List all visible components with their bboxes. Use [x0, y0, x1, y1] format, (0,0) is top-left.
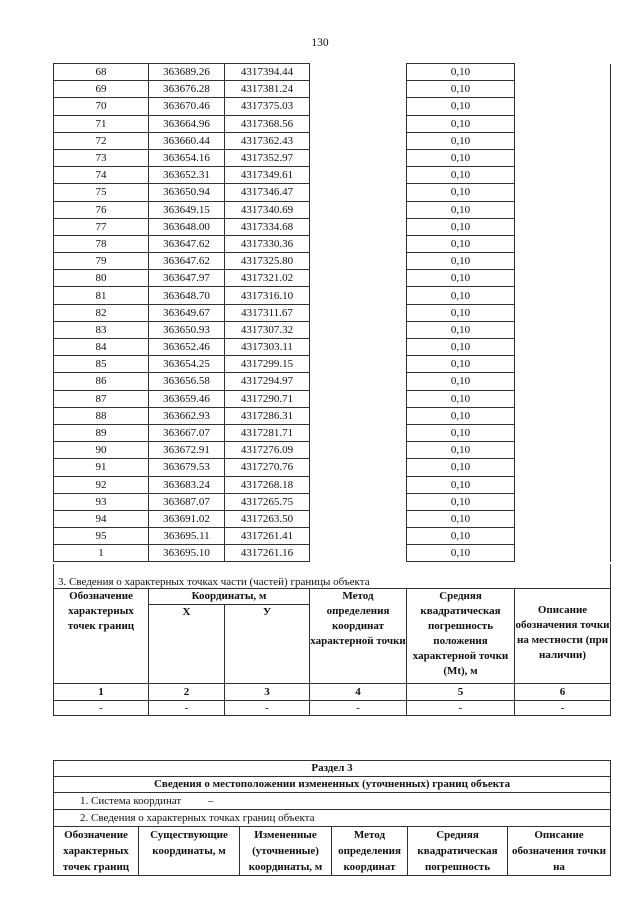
description-cell: [515, 339, 611, 356]
point-number: 85: [54, 356, 149, 373]
accuracy-value: 0,10: [407, 442, 515, 459]
accuracy-value: 0,10: [407, 476, 515, 493]
coord-y: 4317330.36: [225, 235, 310, 252]
point-number: 70: [54, 98, 149, 115]
s3-header-method: Метод определения координат: [332, 827, 408, 876]
description-cell: [515, 167, 611, 184]
coord-y: 4317346.47: [225, 184, 310, 201]
method-cell: [310, 132, 407, 149]
table-row: [54, 235, 611, 252]
coord-y: 4317375.03: [225, 98, 310, 115]
coord-x: 363648.00: [149, 218, 225, 235]
coord-x: 363691.02: [149, 510, 225, 527]
table-row: [54, 356, 611, 373]
description-cell: [515, 528, 611, 545]
table-row: [54, 253, 611, 270]
method-cell: [310, 115, 407, 132]
table-row: [54, 424, 611, 441]
s3-header-description: Описание обозначения точки на: [508, 827, 611, 876]
coord-x: 363676.28: [149, 81, 225, 98]
coord-x: 363647.97: [149, 270, 225, 287]
table-row: [54, 149, 611, 166]
coord-x: 363654.25: [149, 356, 225, 373]
coord-y: 4317368.56: [225, 115, 310, 132]
point-number: 89: [54, 424, 149, 441]
coord-x: 363650.94: [149, 184, 225, 201]
table-row: [54, 407, 611, 424]
part3-title: 3. Сведения о характерных точках части (частей) границы объекта: [54, 564, 611, 589]
coord-y: 4317270.76: [225, 459, 310, 476]
description-cell: [515, 201, 611, 218]
header-method: Метод определения координат характерной точки: [310, 589, 407, 684]
accuracy-value: 0,10: [407, 98, 515, 115]
empty-cell: -: [149, 701, 225, 716]
method-cell: [310, 218, 407, 235]
description-cell: [515, 356, 611, 373]
coord-x: 363662.93: [149, 407, 225, 424]
coord-x: 363654.16: [149, 149, 225, 166]
table-row: [54, 373, 611, 390]
table-row: [54, 493, 611, 510]
col-number: 3: [225, 684, 310, 701]
accuracy-value: 0,10: [407, 287, 515, 304]
coord-x: 363667.07: [149, 424, 225, 441]
description-cell: [515, 149, 611, 166]
coord-x: 363679.53: [149, 459, 225, 476]
accuracy-value: 0,10: [407, 356, 515, 373]
s3-header-designation: Обозначение характерных точек границ: [54, 827, 139, 876]
description-cell: [515, 270, 611, 287]
header-y: У: [225, 605, 310, 684]
table-row: [54, 270, 611, 287]
part-points-table: [53, 564, 611, 716]
coord-x: 363652.31: [149, 167, 225, 184]
page-number: 130: [311, 37, 329, 49]
accuracy-value: 0,10: [407, 339, 515, 356]
point-number: 80: [54, 270, 149, 287]
description-cell: [515, 442, 611, 459]
coord-y: 4317307.32: [225, 321, 310, 338]
coord-y: 4317281.71: [225, 424, 310, 441]
col-number: 1: [54, 684, 149, 701]
table-row: [54, 390, 611, 407]
coord-x: 363656.58: [149, 373, 225, 390]
description-cell: [515, 510, 611, 527]
point-number: 74: [54, 167, 149, 184]
header-accuracy: Средняя квадратическая погрешность положения характерной точки (Mt), м: [407, 589, 515, 684]
accuracy-value: 0,10: [407, 510, 515, 527]
coord-x: 363664.96: [149, 115, 225, 132]
accuracy-value: 0,10: [407, 459, 515, 476]
coord-y: 4317268.18: [225, 476, 310, 493]
point-number: 68: [54, 64, 149, 81]
point-number: 73: [54, 149, 149, 166]
coord-system-item: [54, 793, 611, 810]
empty-cell: -: [225, 701, 310, 716]
coord-x: 363695.11: [149, 528, 225, 545]
coord-x: 363683.24: [149, 476, 225, 493]
description-cell: [515, 253, 611, 270]
accuracy-value: 0,10: [407, 132, 515, 149]
table-row: [54, 81, 611, 98]
description-cell: [515, 287, 611, 304]
header-x: X: [149, 605, 225, 684]
coord-x: 363672.91: [149, 442, 225, 459]
table-row: [54, 64, 611, 81]
description-cell: [515, 304, 611, 321]
method-cell: [310, 373, 407, 390]
s3-header-changed: Измененные (уточненные) координаты, м: [240, 827, 332, 876]
coord-y: 4317381.24: [225, 81, 310, 98]
point-number: 86: [54, 373, 149, 390]
table-row: [54, 545, 611, 562]
table-row: [54, 510, 611, 527]
coord-y: 4317294.97: [225, 373, 310, 390]
method-cell: [310, 510, 407, 527]
method-cell: [310, 98, 407, 115]
accuracy-value: 0,10: [407, 218, 515, 235]
description-cell: [515, 476, 611, 493]
coord-y: 4317325.80: [225, 253, 310, 270]
point-number: 69: [54, 81, 149, 98]
point-number: 87: [54, 390, 149, 407]
accuracy-value: 0,10: [407, 167, 515, 184]
accuracy-value: 0,10: [407, 270, 515, 287]
method-cell: [310, 424, 407, 441]
accuracy-value: 0,10: [407, 201, 515, 218]
table-row: [54, 442, 611, 459]
point-number: 1: [54, 545, 149, 562]
description-cell: [515, 184, 611, 201]
coord-x: 363648.70: [149, 287, 225, 304]
point-number: 81: [54, 287, 149, 304]
method-cell: [310, 149, 407, 166]
coord-y: 4317299.15: [225, 356, 310, 373]
section3-title: Раздел 3: [54, 761, 611, 777]
col-number: 2: [149, 684, 225, 701]
description-cell: [515, 459, 611, 476]
section3-subtitle: Сведения о местоположении измененных (уточненных) границ объекта: [54, 777, 611, 793]
accuracy-value: 0,10: [407, 528, 515, 545]
description-cell: [515, 98, 611, 115]
coord-x: 363695.10: [149, 545, 225, 562]
coord-y: 4317286.31: [225, 407, 310, 424]
description-cell: [515, 321, 611, 338]
point-number: 72: [54, 132, 149, 149]
table-row: [54, 321, 611, 338]
coord-x: 363660.44: [149, 132, 225, 149]
point-number: 75: [54, 184, 149, 201]
table-row: [54, 98, 611, 115]
method-cell: [310, 356, 407, 373]
point-number: 78: [54, 235, 149, 252]
accuracy-value: 0,10: [407, 424, 515, 441]
coord-x: 363647.62: [149, 235, 225, 252]
table-row: [54, 304, 611, 321]
coord-y: 4317290.71: [225, 390, 310, 407]
coord-x: 363650.93: [149, 321, 225, 338]
point-number: 79: [54, 253, 149, 270]
coord-y: 4317362.43: [225, 132, 310, 149]
point-number: 77: [54, 218, 149, 235]
accuracy-value: 0,10: [407, 390, 515, 407]
empty-cell: -: [515, 701, 611, 716]
coord-y: 4317311.67: [225, 304, 310, 321]
description-cell: [515, 235, 611, 252]
coord-x: 363659.46: [149, 390, 225, 407]
point-number: 71: [54, 115, 149, 132]
method-cell: [310, 304, 407, 321]
coord-y: 4317394.44: [225, 64, 310, 81]
table-row: [54, 476, 611, 493]
table-row: [54, 528, 611, 545]
col-number: 5: [407, 684, 515, 701]
boundary-points-item: 2. Сведения о характерных точках границ объекта: [54, 810, 611, 827]
coord-y: 4317263.50: [225, 510, 310, 527]
table-row: [54, 201, 611, 218]
coord-y: 4317340.69: [225, 201, 310, 218]
s3-header-accuracy: Средняя квадратическая погрешность: [408, 827, 508, 876]
description-cell: [515, 424, 611, 441]
points-table: [53, 63, 611, 562]
table-row: [54, 132, 611, 149]
table-row: [54, 339, 611, 356]
description-cell: [515, 81, 611, 98]
accuracy-value: 0,10: [407, 81, 515, 98]
coord-system-value: –: [207, 795, 214, 807]
section3-table: [53, 760, 611, 876]
method-cell: [310, 270, 407, 287]
description-cell: [515, 407, 611, 424]
description-cell: [515, 493, 611, 510]
accuracy-value: 0,10: [407, 64, 515, 81]
coord-x: 363689.26: [149, 64, 225, 81]
point-number: 88: [54, 407, 149, 424]
table-row: [54, 287, 611, 304]
table-row: [54, 115, 611, 132]
accuracy-value: 0,10: [407, 373, 515, 390]
point-number: 84: [54, 339, 149, 356]
table-row: [54, 218, 611, 235]
method-cell: [310, 339, 407, 356]
accuracy-value: 0,10: [407, 493, 515, 510]
method-cell: [310, 184, 407, 201]
accuracy-value: 0,10: [407, 545, 515, 562]
coord-y: 4317276.09: [225, 442, 310, 459]
description-cell: [515, 218, 611, 235]
coord-y: 4317352.97: [225, 149, 310, 166]
method-cell: [310, 321, 407, 338]
accuracy-value: 0,10: [407, 115, 515, 132]
description-cell: [515, 64, 611, 81]
method-cell: [310, 407, 407, 424]
coord-x: 363649.67: [149, 304, 225, 321]
coord-y: 4317334.68: [225, 218, 310, 235]
method-cell: [310, 442, 407, 459]
accuracy-value: 0,10: [407, 253, 515, 270]
description-cell: [515, 132, 611, 149]
method-cell: [310, 167, 407, 184]
method-cell: [310, 476, 407, 493]
coord-y: 4317261.16: [225, 545, 310, 562]
col-number: 6: [515, 684, 611, 701]
method-cell: [310, 64, 407, 81]
method-cell: [310, 81, 407, 98]
coord-y: 4317316.10: [225, 287, 310, 304]
coord-y: 4317349.61: [225, 167, 310, 184]
point-number: 83: [54, 321, 149, 338]
point-number: 82: [54, 304, 149, 321]
col-number: 4: [310, 684, 407, 701]
point-number: 95: [54, 528, 149, 545]
coord-system-label: 1. Система координат: [80, 795, 182, 807]
header-designation: Обозначение характерных точек границ: [54, 589, 149, 684]
point-number: 92: [54, 476, 149, 493]
description-cell: [515, 373, 611, 390]
empty-cell: -: [54, 701, 149, 716]
method-cell: [310, 545, 407, 562]
accuracy-value: 0,10: [407, 184, 515, 201]
coord-x: 363649.15: [149, 201, 225, 218]
accuracy-value: 0,10: [407, 407, 515, 424]
method-cell: [310, 459, 407, 476]
coord-y: 4317261.41: [225, 528, 310, 545]
table-row: [54, 184, 611, 201]
accuracy-value: 0,10: [407, 149, 515, 166]
coord-x: 363670.46: [149, 98, 225, 115]
coord-y: 4317265.75: [225, 493, 310, 510]
method-cell: [310, 235, 407, 252]
point-number: 76: [54, 201, 149, 218]
coord-x: 363687.07: [149, 493, 225, 510]
s3-header-existing: Существующие координаты, м: [139, 827, 240, 876]
coord-y: 4317303.11: [225, 339, 310, 356]
accuracy-value: 0,10: [407, 235, 515, 252]
table-row: [54, 459, 611, 476]
point-number: 90: [54, 442, 149, 459]
coord-y: 4317321.02: [225, 270, 310, 287]
coord-x: 363647.62: [149, 253, 225, 270]
method-cell: [310, 390, 407, 407]
coord-x: 363652.46: [149, 339, 225, 356]
method-cell: [310, 201, 407, 218]
table-row: [54, 167, 611, 184]
method-cell: [310, 528, 407, 545]
header-description: Описание обозначения точки на местности (при наличии): [515, 589, 611, 684]
method-cell: [310, 253, 407, 270]
method-cell: [310, 287, 407, 304]
method-cell: [310, 493, 407, 510]
point-number: 93: [54, 493, 149, 510]
description-cell: [515, 115, 611, 132]
header-coords: Координаты, м: [149, 589, 310, 605]
empty-cell: -: [310, 701, 407, 716]
point-number: 91: [54, 459, 149, 476]
description-cell: [515, 545, 611, 562]
point-number: 94: [54, 510, 149, 527]
accuracy-value: 0,10: [407, 304, 515, 321]
accuracy-value: 0,10: [407, 321, 515, 338]
description-cell: [515, 390, 611, 407]
empty-cell: -: [407, 701, 515, 716]
